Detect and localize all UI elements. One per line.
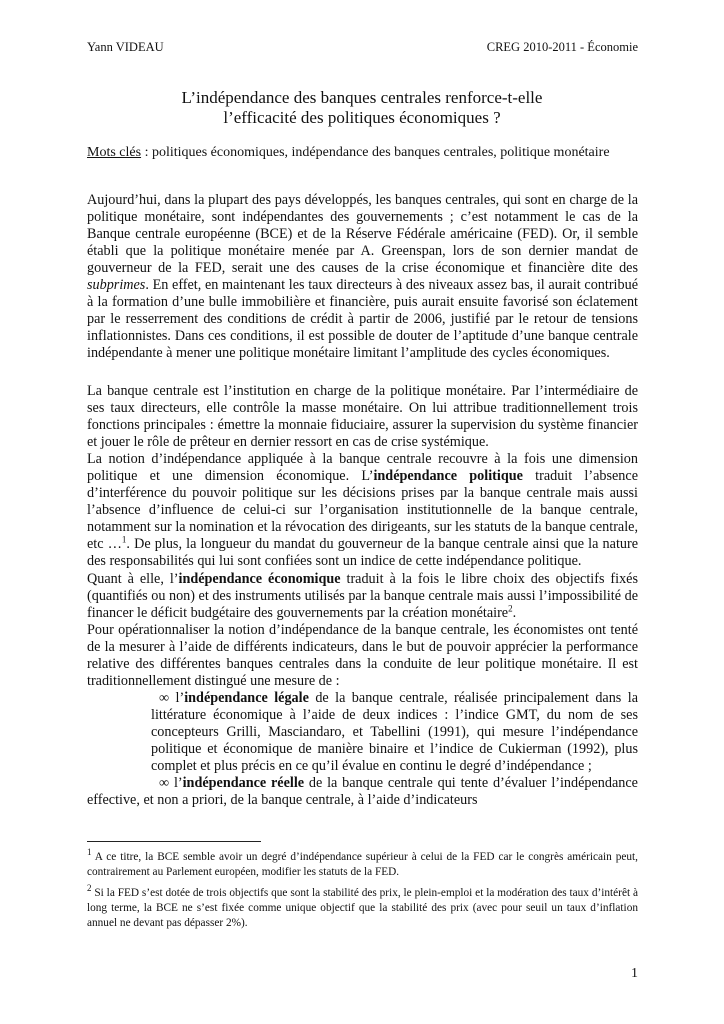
footnote-1-text: A ce titre, la BCE semble avoir un degré d’indépendance supérieur à celui de la FED car le congrès américain peut, contrairement au Parlement européen, modifier les statuts de la FED. <box>87 851 638 878</box>
bullet1-text-b: de la banque centrale, réalisée principalement dans la littérature économique à l’aide de deux indices : l’indice GMT, du nom de ses concepteurs Grilli, Masciandaro, et Tabellini (1991), qui mesure l’indépendance politique et économique de manière binaire et l’indice de Cukierman (1992), plus complet et plus précis en ce qu’il évalue en continu le degré d’indépendance ; <box>151 689 638 775</box>
para2: La banque centrale est l’institution en charge de la politique monétaire. Par l’intermédiaire de ses taux directeurs, elle contrôle la masse monétaire. On lui attribue traditionnellement trois fonctions principales : émettre la monnaie fiduciaire, assurer la supervision du système financier et jouer le rôle de prêteur en dernier ressort en cas de crise systémique. <box>87 383 638 451</box>
keywords-text: : politiques économiques, indépendance des banques centrales, politique monétaire <box>141 145 610 160</box>
footnote-ref-1[interactable]: 1 <box>121 534 127 545</box>
footnotes <box>87 847 638 937</box>
paragraph-main <box>87 383 638 809</box>
bullet1-text-a: l’ <box>169 689 185 706</box>
para3-text-b: traduit l’absence d’interférence du pouvoir politique sur les décisions prises par la banque centrale mais aussi l’absence d’influence de celui-ci sur l’organisation institutionnelle de la banque centrale, notamment sur la nomination et la révocation des dirigeants, sur les statuts de la banque centrale, etc … <box>87 468 638 553</box>
bullet1-bold: indépendance légale <box>184 689 309 706</box>
infinity-bullet-icon: ∞ <box>159 689 170 706</box>
para5: Pour opérationnaliser la notion d’indépendance de la banque centrale, les économistes ont tenté de la mesurer à l’aide de différents indicateurs, dans le but de pouvoir apprécier la performance relative des différentes banques centrales dans la conduite de leur politique monétaire. Il est traditionnellement distingué une mesure de : <box>87 621 638 689</box>
paragraph-intro <box>87 192 638 362</box>
bullet2-bold: indépendance réelle <box>182 775 305 792</box>
footnote-2-number: 2 <box>87 883 92 894</box>
bullet-item-real <box>87 775 638 809</box>
para4-text-c: . <box>512 604 517 621</box>
infinity-bullet-icon: ∞ <box>159 775 170 792</box>
para3-bold: indépendance politique <box>373 468 523 485</box>
document-title <box>0 88 724 128</box>
para4-text-a: Quant à elle, l’ <box>87 570 179 587</box>
para1-text-a: Aujourd’hui, dans la plupart des pays développés, les banques centrales, qui sont en charge de la politique monétaire, sont indépendantes des gouvernements ; c’est notamment le cas de la Banque centrale européenne (BCE) et de la Réserve Fédérale américaine (FED). Or, il semble établi que la politique monétaire menée par A. Greenspan, lors de son dernier mandat de gouverneur de la FED, serait une des causes de la crise économique et financière dite des <box>87 192 638 277</box>
page-number: 1 <box>631 966 638 981</box>
para3-text-a: La notion d’indépendance appliquée à la banque centrale recouvre à la fois une dimension politique et une dimension économique. L’ <box>87 451 638 485</box>
keywords <box>87 145 647 161</box>
bullet-item-legal <box>87 690 638 775</box>
footnote-ref-2[interactable]: 2 <box>508 602 513 613</box>
para3 <box>87 451 638 570</box>
header-author: Yann VIDEAU <box>87 40 164 54</box>
para3-text-c: . De plus, la longueur du mandat du gouverneur de la banque centrale ainsi que la nature des responsabilités qui lui sont confiées sont un indice de cette indépendance politique. <box>87 536 639 570</box>
para4-bold: indépendance économique <box>178 570 341 587</box>
footnote-separator <box>87 841 261 842</box>
bullet2-text-b: de la banque centrale qui tente d’évaluer l’indépendance effective, et non a priori, de la banque centrale, à l’aide d’indicateurs <box>87 775 638 809</box>
title-line-2: l’efficacité des politiques économiques ? <box>223 108 501 127</box>
bullet2-text-a: l’ <box>169 775 183 792</box>
para4-text-b: traduit à la fois le libre choix des objectifs fixés (quantifiés ou non) et des instruments utilisés par la banque centrale mais aussi l’impossibilité de financer le déficit budgétaire des gouvernements par la création monétaire <box>87 570 638 621</box>
footnote-1 <box>87 847 638 880</box>
keywords-label: Mots clés <box>87 145 142 160</box>
para1-text-b: . En effet, en maintenant les taux directeurs à des niveaux assez bas, il aurait contribué à la formation d’une bulle immobilière et financière, puis aurait ensuite favorisé son éclatement par le resserrement des conditions de crédit à partir de 2006, justifié par le retour de tensions inflationnistes. Dans ces conditions, il est possible de douter de l’aptitude d’une banque centrale indépendante à mener une politique monétaire limitant l’amplitude des cycles économiques. <box>87 277 638 362</box>
footnote-1-number: 1 <box>87 847 92 858</box>
para1-italic: subprimes <box>87 277 146 294</box>
footnote-2-text: Si la FED s’est dotée de trois objectifs que sont la stabilité des prix, le plein-emploi et la modération des taux d’intérêt à long terme, la BCE ne s’est fixée comme unique objectif que la stabilité des prix (avec pour seuil un taux d’inflation annuel ne devant pas dépasser 2%). <box>87 887 638 929</box>
para4 <box>87 571 638 622</box>
header-course: CREG 2010-2011 - Économie <box>486 40 638 54</box>
title-line-1: L’indépendance des banques centrales renforce-t-elle <box>181 88 543 107</box>
footnote-2 <box>87 883 638 931</box>
